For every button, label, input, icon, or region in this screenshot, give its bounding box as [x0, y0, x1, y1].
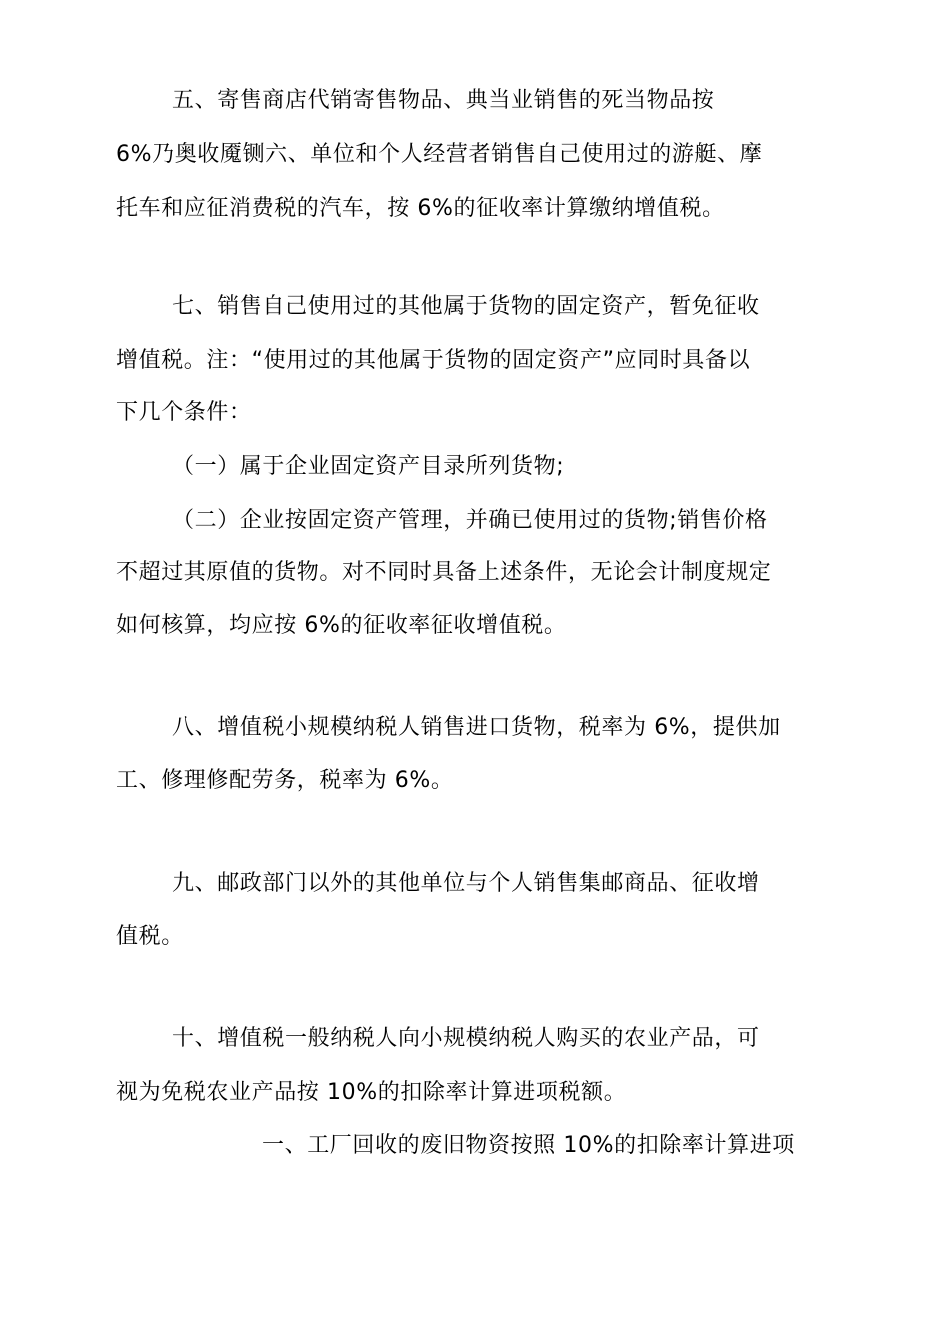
paragraph-line: 不超过其原值的货物。对不同时具备上述条件，无论会计制度规定 — [116, 560, 772, 585]
paragraph-line: 一、工厂回收的废旧物资按照 10%的扣除率计算进项 — [262, 1133, 795, 1158]
paragraph-line: 十、增值税一般纳税人向小规模纳税人购买的农业产品，可 — [172, 1026, 760, 1051]
paragraph-line: 工、修理修配劳务，税率为 6%。 — [116, 768, 454, 793]
paragraph-line: 视为免税农业产品按 10%的扣除率计算进项税额。 — [116, 1080, 627, 1105]
paragraph-line: 七、销售自己使用过的其他属于货物的固定资产，暂免征收 — [172, 294, 760, 319]
paragraph-line: 如何核算，均应按 6%的征收率征收增值税。 — [116, 613, 567, 638]
paragraph-line: （二）企业按固定资产管理，并确已使用过的货物;销售价格 — [172, 508, 768, 533]
paragraph-line: 九、邮政部门以外的其他单位与个人销售集邮商品、征收增 — [172, 871, 760, 896]
paragraph-line: 增值税。注：“使用过的其他属于货物的固定资产”应同时具备以 — [116, 348, 751, 373]
paragraph-line: 值税。 — [116, 924, 184, 949]
paragraph-line: 托车和应征消费税的汽车，按 6%的征收率计算缴纳增值税。 — [116, 196, 725, 221]
paragraph-line: 八、增值税小规模纳税人销售进口货物，税率为 6%，提供加 — [172, 715, 781, 740]
paragraph-line: 6%乃奥收魇铡六、单位和个人经营者销售自己使用过的游艇、摩 — [116, 142, 763, 167]
paragraph-line: 五、寄售商店代销寄售物品、典当业销售的死当物品按 — [172, 88, 715, 113]
paragraph-line: 下几个条件： — [116, 400, 252, 425]
paragraph-line: （一）属于企业固定资产目录所列货物; — [172, 454, 565, 479]
